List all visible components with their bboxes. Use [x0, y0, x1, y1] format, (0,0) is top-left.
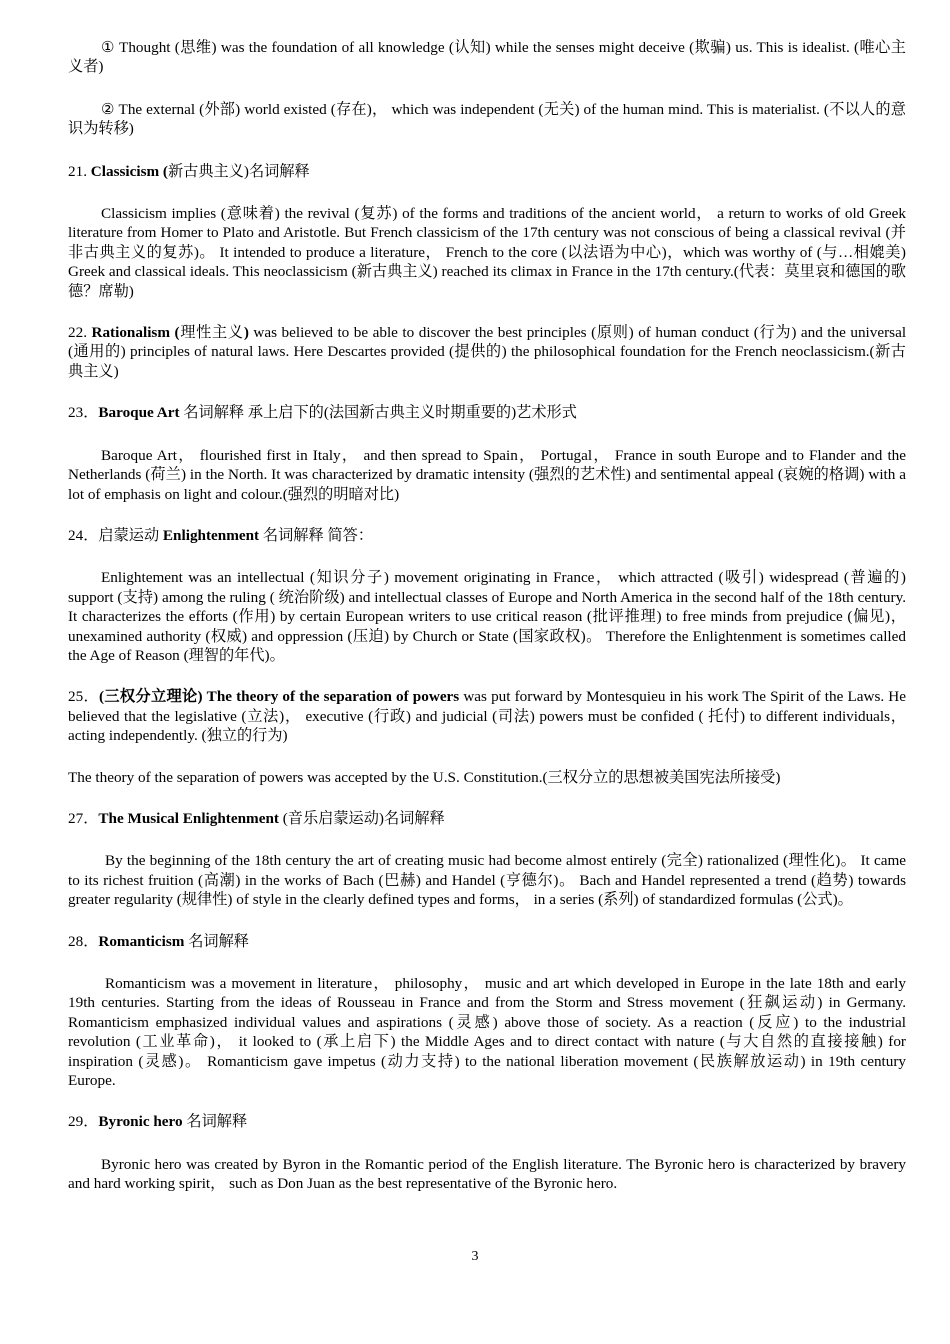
- paragraph-external-world: ② The external (外部) world existed (存在)， which was independent (无关) of the human mind. This is materialist. (不以人的意识为转移): [68, 100, 906, 138]
- paragraph-baroque-art: Baroque Art， flourished first in Italy， and then spread to Spain， Portugal， France in south Europe and to Flander and the Netherlands (荷兰) in the North. It was characterized by dramatic intensity (强烈的艺术性) and sentimental appeal (哀婉的格调) with a lot of emphasis on light and colour.(强烈的明暗对比): [68, 446, 906, 503]
- page-number: 3: [471, 1249, 479, 1264]
- heading-27-musical-enlightenment: [68, 809, 906, 828]
- paragraph-enlightenment: Enlightement was an intellectual (知识分子) movement originating in France， which attracted (吸引) widespread (普遍的) support (支持) among the ruling ( 统治阶级) and intellectual classes of Europe and North America in the second half of the 18th century. It characterizes the efforts (作用) by certain European writers to use critical reason (批评推理) to free minds from prejudice (偏见)， unexamined authority (权威) and oppression (压迫) by Church or State (国家政权)。 Therefore the Enlightenment is sometimes called the Age of Reason (理智的年代)。: [68, 569, 906, 664]
- document-page: [68, 38, 906, 1194]
- paragraph-byronic-hero: Byronic hero was created by Byron in the Romantic period of the English literature. The Byronic hero is characterized by bravery and hard working spirit， such as Don Juan as the best representative of the Byronic hero.: [68, 1155, 906, 1193]
- heading-24-enlightenment: [68, 526, 906, 545]
- term-separation-of-powers: (三权分立理论) The theory of the separation of powers: [99, 688, 460, 706]
- separation-body: was put forward by Montesquieu in his work The Spirit of the Laws. He believed that the legislative (立法)， executive (行政) and judicial (司法) powers must be confided ( 托付) to different individuals， acting independently. (独立的行为): [68, 688, 906, 745]
- heading-29-byronic-hero: [68, 1112, 906, 1131]
- term-romanticism: Romanticism: [98, 932, 185, 950]
- paragraph-musical-enlightenment: By the beginning of the 18th century the art of creating music had become almost entirely (完全) rationalized (理性化)。 It came to its richest fruition (高潮) in the works of Bach (巴赫) and Handel (亨德尔)。 Bach and Handel represented a trend (趋势) towards greater regularity (规律性) of style in the clearly defined types and forms， in a series (系列) of standardized formulas (公式)。: [68, 852, 906, 909]
- section-number: 25．: [68, 688, 100, 706]
- term-baroque-art: Baroque Art: [98, 404, 180, 422]
- paragraph-us-constitution: The theory of the separation of powers was accepted by the U.S. Constitution.(三权分立的思想被美国宪法所接受): [68, 768, 781, 786]
- paragraph-classicism: Classicism implies (意味着) the revival (复苏) of the forms and traditions of the ancient world， a return to works of old Greek literature from Homer to Plato and Aristotle. But French classicism of the 17th century was not conscious of being a classical revival (并非古典主义的复苏)。 It intended to produce a literature， French to the core (以法语为中心)，which was worthy of (与…相媲美) Greek and classical ideals. This neoclassicism (新古典主义) reached its climax in France in the 17th century.(代表：莫里哀和德国的歌德？席勒): [68, 205, 906, 300]
- term-enlightenment: Enlightenment: [162, 526, 260, 544]
- section-number: 21.: [68, 162, 91, 180]
- heading-note: (音乐启蒙运动)名词解释: [278, 809, 445, 827]
- section-number: 24．启蒙运动: [68, 526, 163, 544]
- heading-note: 新古典主义)名词解释: [167, 162, 310, 180]
- paragraph-thought: ① Thought (思维) was the foundation of all knowledge (认知) while the senses might deceive (欺骗) us. This is idealist. (唯心主义者): [68, 39, 906, 76]
- term-close-paren: ): [243, 324, 249, 342]
- paragraph-romanticism: Romanticism was a movement in literature， philosophy， music and art which developed in Europe in the late 18th and early 19th centuries. Starting from the ideas of Rousseau in France and from the Storm and Stress movement (狂飙运动) in Germany. Romanticism emphasized individual values and aspirations (灵感) above those of society. As a reaction (反应) to the industrial revolution (工业革命)， it looked to (承上启下) the Middle Ages and to direct contact with nature (与大自然的直接接触) for inspiration (灵感)。 Romanticism gave impetus (动力支持) to the national liberation movement (民族解放运动) in 19th century Europe.: [68, 975, 906, 1090]
- term-byronic-hero: Byronic hero: [98, 1113, 183, 1131]
- heading-note: 名词解释: [182, 1113, 248, 1131]
- section-number: 22.: [68, 324, 92, 342]
- section-number: 27．: [68, 809, 99, 827]
- term-chinese: 理性主义: [179, 324, 244, 342]
- heading-23-baroque-art: [68, 403, 906, 422]
- term-musical-enlightenment: The Musical Enlightenment: [98, 809, 279, 827]
- term-rationalism: Rationalism (: [91, 324, 180, 342]
- section-number: 23．: [68, 404, 99, 422]
- heading-note: 名词解释 简答：: [259, 526, 374, 544]
- heading-note: 名词解释: [184, 932, 249, 950]
- section-number: 28．: [68, 932, 99, 950]
- heading-note: 名词解释 承上启下的(法国新古典主义时期重要的)艺术形式: [179, 404, 577, 422]
- term-classicism: Classicism (: [90, 162, 168, 180]
- heading-28-romanticism: [68, 932, 906, 951]
- paragraph-25-separation-of-powers: [68, 687, 906, 745]
- paragraph-22-rationalism: [68, 323, 906, 381]
- section-number: 29．: [68, 1113, 99, 1131]
- rationalism-body: was believed to be able to discover the best principles (原则) of human conduct (行为) and the universal (通用的) principles of natural laws. Here Descartes provided (提供的) the philosophical foundation for the French neoclassicism.(新古典主义): [68, 324, 907, 380]
- heading-21-classicism: [68, 162, 906, 181]
